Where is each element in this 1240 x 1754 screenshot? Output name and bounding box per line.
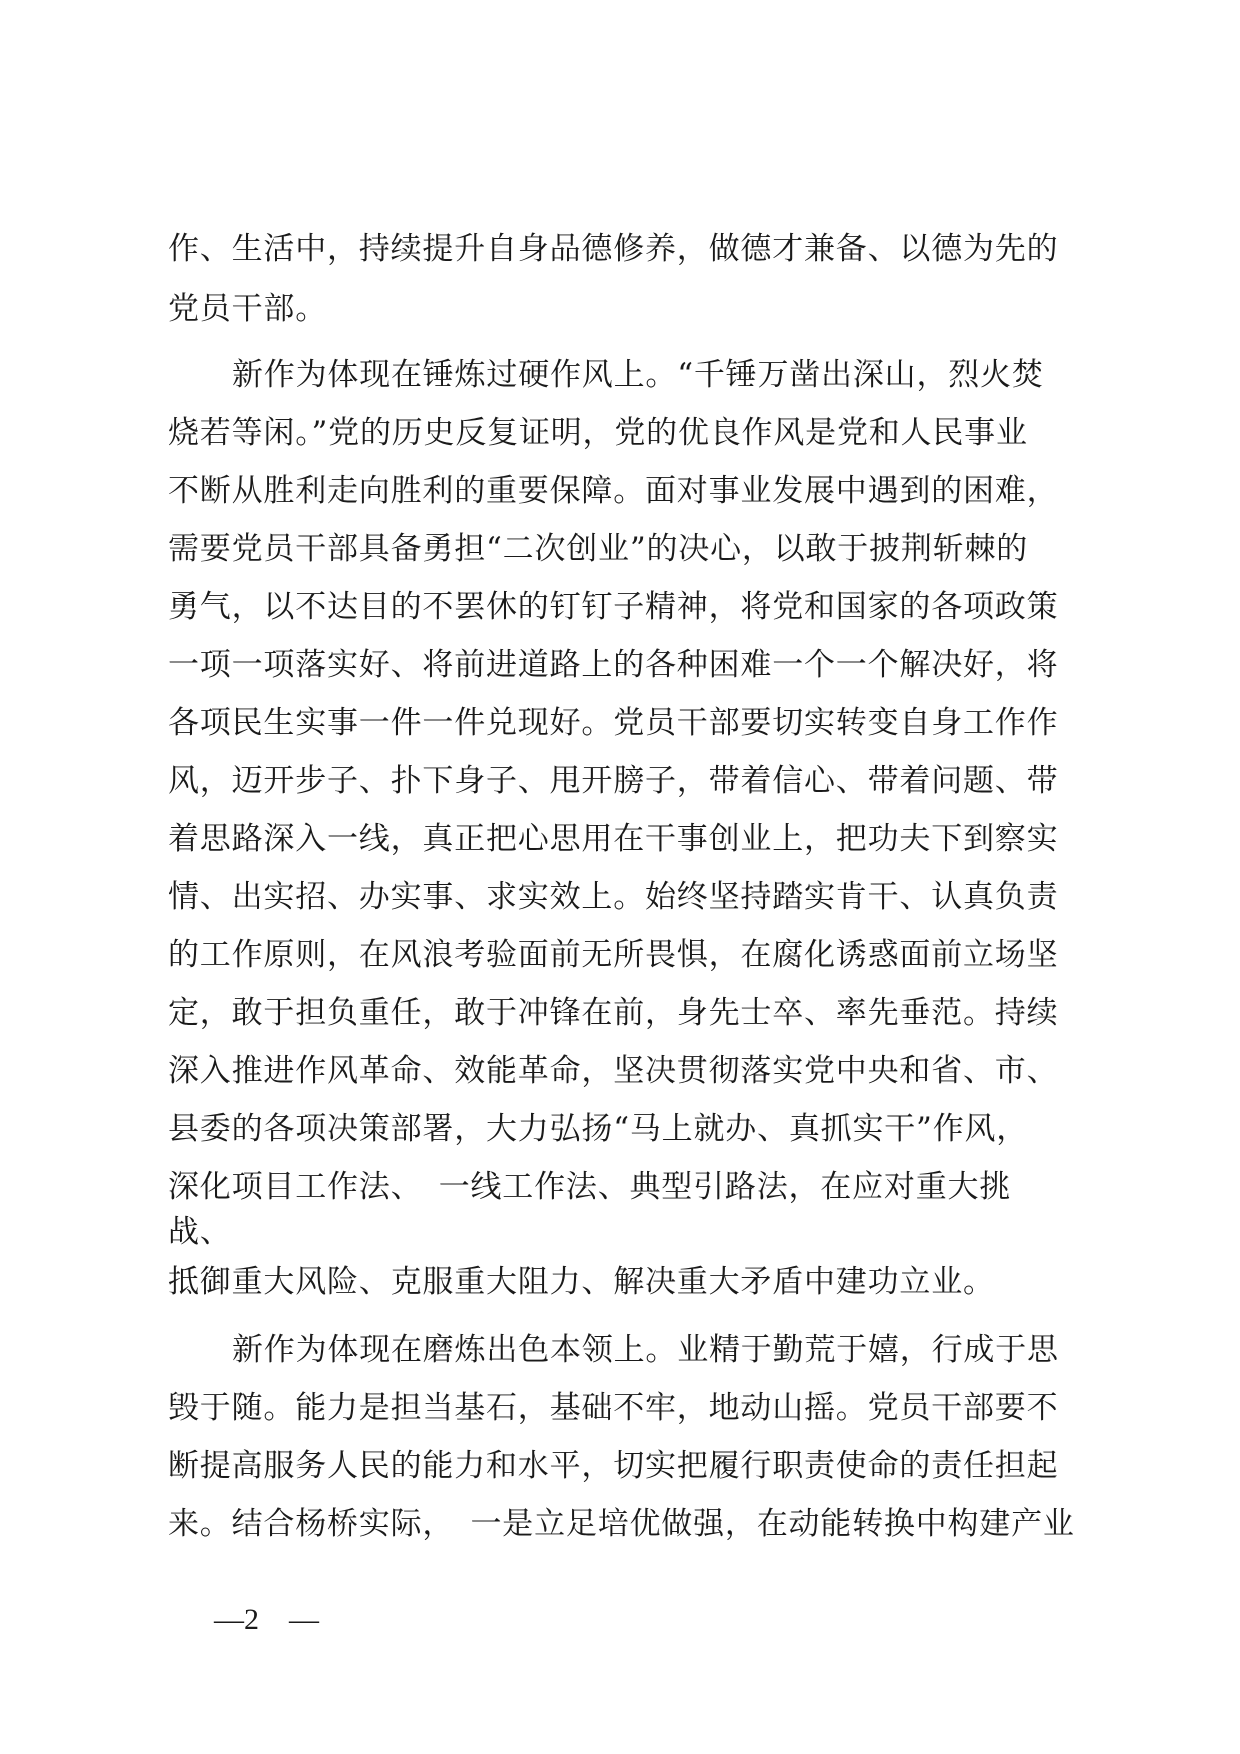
text-line: 深入推进作风革命、效能革命，坚决贯彻落实党中央和省、市、 <box>168 1053 1059 1089</box>
text-line: 需要党员干部具备勇担“二次创业”的决心，以敢于披荆斩棘的 <box>168 531 1029 567</box>
text-line: 定，敢于担负重任，敢于冲锋在前，身先士卒、率先垂范。持续 <box>168 995 1059 1031</box>
text-line: 风，迈开步子、扑下身子、甩开膀子，带着信心、带着问题、带 <box>168 763 1059 799</box>
paragraph-start-line: 新作为体现在锤炼过硬作风上。“千锤万凿出深山，烈火焚 <box>232 357 1044 393</box>
text-line: 断提高服务人民的能力和水平，切实把履行职责使命的责任担起 <box>168 1448 1059 1484</box>
page-number: —2 — <box>214 1603 319 1636</box>
text-line: 的工作原则，在风浪考验面前无所畏惧，在腐化诱惑面前立场坚 <box>168 937 1059 973</box>
text-line: 烧若等闲。”党的历史反复证明，党的优良作风是党和人民事业 <box>168 415 1028 451</box>
text-line: 情、出实招、办实事、求实效上。始终坚持踏实肯干、认真负责 <box>168 879 1059 915</box>
text-line: 着思路深入一线，真正把心思用在干事创业上，把功夫下到察实 <box>168 821 1059 857</box>
text-line: 抵御重大风险、克服重大阻力、解决重大矛盾中建功立业。 <box>168 1264 995 1300</box>
text-line: 县委的各项决策部署，大力弘扬“马上就办、真抓实干”作风， <box>168 1111 1029 1147</box>
paragraph-start-line: 新作为体现在磨炼出色本领上。业精于勤荒于嬉，行成于思 <box>232 1332 1059 1368</box>
text-line: 深化项目工作法、 一线工作法、典型引路法，在应对重大挑 <box>168 1169 1012 1205</box>
text-line: 各项民生实事一件一件兑现好。党员干部要切实转变自身工作作 <box>168 705 1059 741</box>
text-line: 不断从胜利走向胜利的重要保障。面对事业发展中遇到的困难， <box>168 473 1059 509</box>
text-line: 战、 <box>168 1214 232 1250</box>
text-line: 党员干部。 <box>168 291 327 327</box>
text-line: 勇气，以不达目的不罢休的钉钉子精神，将党和国家的各项政策 <box>168 589 1059 625</box>
text-line: 毁于随。能力是担当基石，基础不牢，地动山摇。党员干部要不 <box>168 1390 1059 1426</box>
text-line: 来。结合杨桥实际， 一是立足培优做强，在动能转换中构建产业 <box>168 1506 1075 1542</box>
text-line: 作、生活中，持续提升自身品德修养，做德才兼备、以德为先的 <box>168 231 1059 267</box>
text-line: 一项一项落实好、将前进道路上的各种困难一个一个解决好，将 <box>168 647 1059 683</box>
